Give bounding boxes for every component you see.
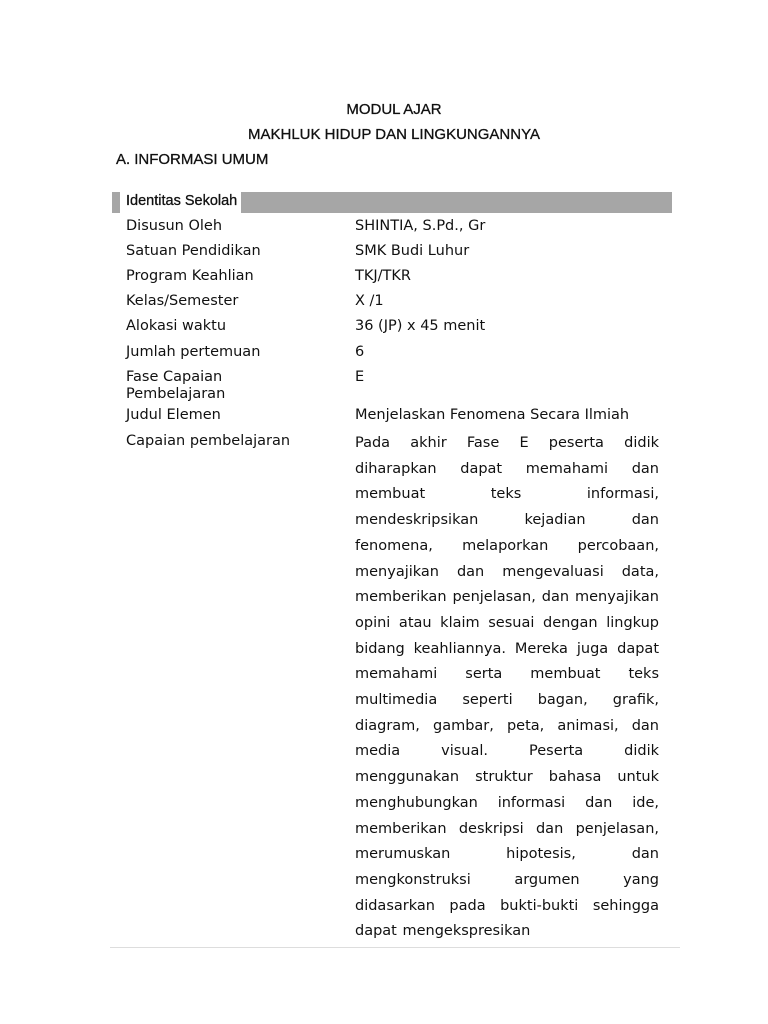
row-value-program-keahlian: TKJ/TKR bbox=[355, 268, 411, 284]
row-value-disusun-oleh: SHINTIA, S.Pd., Gr bbox=[355, 218, 486, 234]
section-title: INFORMASI UMUM bbox=[134, 151, 269, 168]
row-label-satuan-pendidikan: Satuan Pendidikan bbox=[126, 243, 261, 259]
document-title: MODUL AJAR bbox=[346, 101, 442, 118]
row-label-capaian-pembelajaran: Capaian pembelajaran bbox=[126, 433, 291, 449]
row-value-capaian-pembelajaran: Pada akhir Fase E peserta didik diharapkan dapat memahami dan membuat teks informasi, mendeskripsikan kejadian dan fenomena, melaporkan percobaan, menyajikan dan mengevaluasi data, memberikan penjelasan, dan menyajikan opini atau klaim sesuai dengan lingkup bidang keahliannya. Mereka juga dapat memahami serta membuat teks multimedia seperti bagan, grafik, diagram, gambar, peta, animasi, dan media visual. Peserta didik menggunakan struktur bahasa untuk menghubungkan informasi dan ide, memberikan deskripsi dan penjelasan, merumuskan hipotesis, dan mengkonstruksi argumen yang didasarkan pada bukti-bukti sehingga dapat mengekspresikan bbox=[355, 435, 659, 940]
identity-header-label: Identitas Sekolah bbox=[120, 192, 241, 213]
document-subtitle: MAKHLUK HIDUP DAN LINGKUNGANNYA bbox=[247, 126, 540, 143]
row-value-kelas-semester: X /1 bbox=[355, 293, 384, 309]
row-label-program-keahlian: Program Keahlian bbox=[126, 268, 254, 284]
row-value-satuan-pendidikan: SMK Budi Luhur bbox=[355, 243, 470, 259]
row-label-judul-elemen: Judul Elemen bbox=[126, 407, 221, 423]
row-label-jumlah-pertemuan: Jumlah pertemuan bbox=[126, 344, 261, 360]
row-label-disusun-oleh: Disusun Oleh bbox=[126, 218, 223, 234]
row-value-judul-elemen: Menjelaskan Fenomena Secara Ilmiah bbox=[355, 407, 630, 423]
row-value-jumlah-pertemuan: 6 bbox=[355, 344, 365, 360]
row-value-fase-capaian: E bbox=[355, 369, 365, 385]
section-heading bbox=[116, 151, 268, 168]
section-number: A. bbox=[116, 151, 131, 168]
page-bottom-rule bbox=[110, 947, 680, 948]
row-value-alokasi-waktu: 36 (JP) x 45 menit bbox=[355, 318, 486, 334]
row-label-kelas-semester: Kelas/Semester bbox=[126, 293, 239, 309]
row-label-alokasi-waktu: Alokasi waktu bbox=[126, 318, 227, 334]
row-label-fase-capaian: Fase Capaian Pembelajaran bbox=[126, 369, 226, 402]
